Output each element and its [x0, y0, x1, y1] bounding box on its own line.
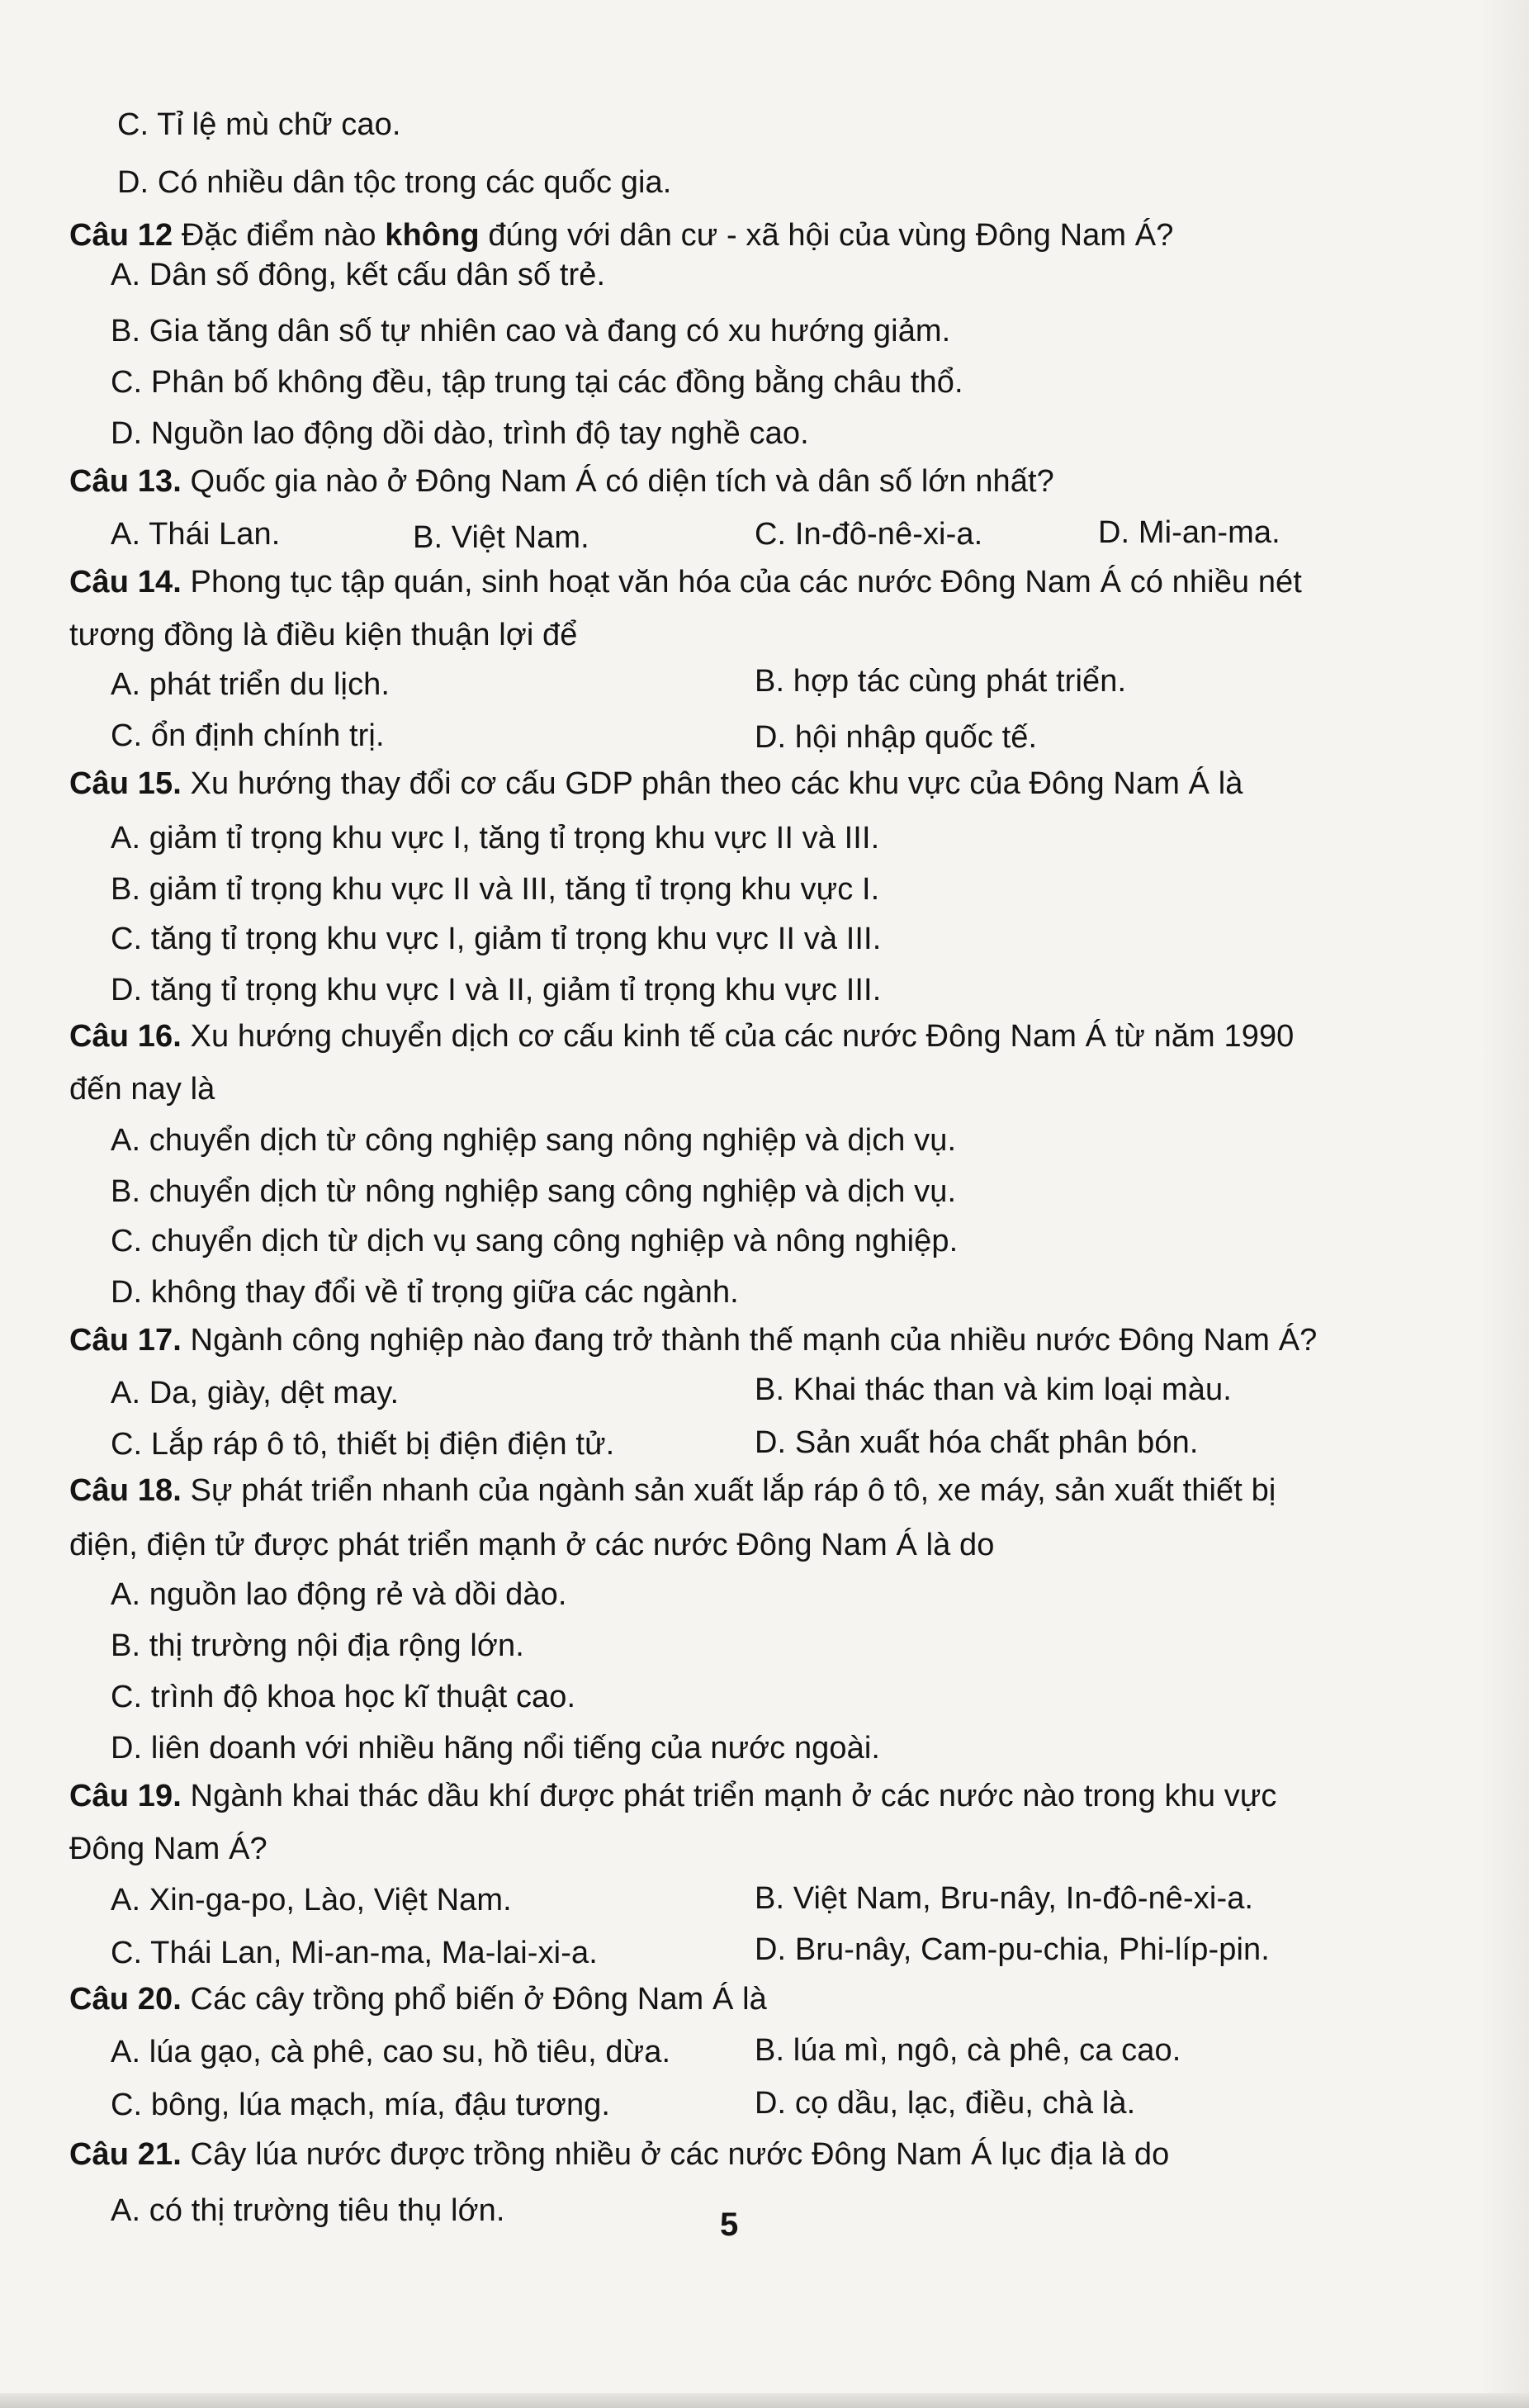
q15-label: Câu 15.	[69, 766, 182, 801]
q16-option-b: B. chuyển dịch từ nông nghiệp sang công nghiệp và dịch vụ.	[111, 1174, 957, 1209]
q18-stem-line1	[69, 1472, 1276, 1510]
q20-label: Câu 20.	[69, 1982, 182, 2017]
q19-stem-line1	[69, 1777, 1277, 1815]
q21-stem	[69, 2135, 1169, 2173]
q16-option-d: D. không thay đổi về tỉ trọng giữa các ngành.	[111, 1275, 739, 1310]
q16-stem-line1	[69, 1017, 1294, 1055]
q16-option-c: C. chuyển dịch từ dịch vụ sang công nghiệp và nông nghiệp.	[111, 1224, 959, 1259]
q21-option-a: A. có thị trường tiêu thụ lớn.	[111, 2193, 505, 2228]
q18-option-a: A. nguồn lao động rẻ và dồi dào.	[111, 1577, 567, 1612]
q14-stem-line1	[69, 563, 1302, 601]
q12-option-d: D. Nguồn lao động dồi dào, trình độ tay nghề cao.	[111, 416, 809, 451]
q15-option-c: C. tăng tỉ trọng khu vực I, giảm tỉ trọng khu vực II và III.	[111, 922, 882, 956]
q13-text: Quốc gia nào ở Đông Nam Á có diện tích và dân số lớn nhất?	[190, 464, 1054, 499]
q19-label: Câu 19.	[69, 1779, 182, 1813]
q16-text-1: Xu hướng chuyển dịch cơ cấu kinh tế của các nước Đông Nam Á từ năm 1990	[190, 1019, 1295, 1054]
q13-option-d: D. Mi-an-ma.	[1098, 515, 1280, 550]
q17-option-a: A. Da, giày, dệt may.	[111, 1376, 400, 1410]
q18-label: Câu 18.	[69, 1473, 182, 1508]
q17-stem	[69, 1321, 1317, 1359]
q14-option-d: D. hội nhập quốc tế.	[755, 720, 1038, 755]
q14-option-c: C. ổn định chính trị.	[111, 718, 385, 753]
q21-text: Cây lúa nước được trồng nhiều ở các nước Đông Nam Á lục địa là do	[190, 2137, 1170, 2172]
q16-stem-line2: đến nay là	[69, 1072, 215, 1107]
q14-option-a: A. phát triển du lịch.	[111, 667, 391, 702]
q17-option-c: C. Lắp ráp ô tô, thiết bị điện điện tử.	[111, 1427, 615, 1462]
q19-stem-line2: Đông Nam Á?	[69, 1832, 267, 1866]
q18-option-b: B. thị trường nội địa rộng lớn.	[111, 1628, 524, 1663]
q18-option-d: D. liên doanh với nhiều hãng nổi tiếng của nước ngoài.	[111, 1731, 881, 1766]
q19-text-1: Ngành khai thác dầu khí được phát triển mạnh ở các nước nào trong khu vực	[190, 1779, 1277, 1813]
q19-option-d: D. Bru-nây, Cam-pu-chia, Phi-líp-pin.	[755, 1932, 1270, 1967]
q20-option-d: D. cọ dầu, lạc, điều, chà là.	[755, 2086, 1136, 2121]
q13-label: Câu 13.	[69, 464, 182, 499]
q20-option-a: A. lúa gạo, cà phê, cao su, hồ tiêu, dừa.	[111, 2035, 671, 2069]
q12-stem	[69, 216, 1173, 254]
q13-option-b: B. Việt Nam.	[413, 520, 589, 555]
page-edge-shading	[1479, 0, 1529, 2408]
q15-option-a: A. giảm tỉ trọng khu vực I, tăng tỉ trọng khu vực II và III.	[111, 821, 880, 856]
q20-stem	[69, 1980, 767, 2018]
q17-option-d: D. Sản xuất hóa chất phân bón.	[755, 1425, 1199, 1460]
q19-option-a: A. Xin-ga-po, Lào, Việt Nam.	[111, 1883, 512, 1917]
q17-text: Ngành công nghiệp nào đang trở thành thế mạnh của nhiều nước Đông Nam Á?	[190, 1323, 1318, 1358]
q11-option-d: D. Có nhiều dân tộc trong các quốc gia.	[117, 165, 672, 200]
q18-text-1: Sự phát triển nhanh của ngành sản xuất lắp ráp ô tô, xe máy, sản xuất thiết bị	[190, 1473, 1276, 1508]
q21-label: Câu 21.	[69, 2137, 182, 2172]
q12-option-b: B. Gia tăng dân số tự nhiên cao và đang có xu hướng giảm.	[111, 314, 951, 348]
q15-option-b: B. giảm tỉ trọng khu vực II và III, tăng tỉ trọng khu vực I.	[111, 872, 880, 907]
q17-label: Câu 17.	[69, 1323, 182, 1358]
q16-label: Câu 16.	[69, 1019, 182, 1054]
q14-label: Câu 14.	[69, 565, 182, 600]
q14-option-b: B. hợp tác cùng phát triển.	[755, 664, 1127, 699]
q19-option-b: B. Việt Nam, Bru-nây, In-đô-nê-xi-a.	[755, 1881, 1254, 1916]
q16-option-a: A. chuyển dịch từ công nghiệp sang nông nghiệp và dịch vụ.	[111, 1123, 957, 1158]
q15-stem	[69, 765, 1243, 803]
q14-text-1: Phong tục tập quán, sinh hoạt văn hóa của các nước Đông Nam Á có nhiều nét	[190, 565, 1302, 600]
q14-stem-line2: tương đồng là điều kiện thuận lợi để	[69, 618, 578, 652]
q12-text-post: đúng với dân cư - xã hội của vùng Đông Nam Á?	[488, 218, 1174, 253]
q12-keyword: không	[385, 218, 480, 253]
q11-option-c: C. Tỉ lệ mù chữ cao.	[117, 107, 401, 142]
q19-option-c: C. Thái Lan, Mi-an-ma, Ma-lai-xi-a.	[111, 1936, 598, 1970]
q13-option-a: A. Thái Lan.	[111, 517, 281, 552]
q17-option-b: B. Khai thác than và kim loại màu.	[755, 1372, 1232, 1407]
q12-option-a: A. Dân số đông, kết cấu dân số trẻ.	[111, 258, 606, 292]
q13-option-c: C. In-đô-nê-xi-a.	[755, 517, 983, 552]
q13-stem	[69, 462, 1054, 500]
q15-text: Xu hướng thay đổi cơ cấu GDP phân theo các khu vực của Đông Nam Á là	[190, 766, 1243, 801]
q20-option-b: B. lúa mì, ngô, cà phê, ca cao.	[755, 2033, 1181, 2068]
q12-text-pre: Đặc điểm nào	[181, 218, 376, 253]
q20-option-c: C. bông, lúa mạch, mía, đậu tương.	[111, 2088, 611, 2122]
q18-stem-line2: điện, điện tử được phát triển mạnh ở các nước Đông Nam Á là do	[69, 1528, 995, 1562]
q20-text: Các cây trồng phổ biến ở Đông Nam Á là	[190, 1982, 767, 2017]
q15-option-d: D. tăng tỉ trọng khu vực I và II, giảm tỉ trọng khu vực III.	[111, 973, 882, 1007]
page-number: 5	[720, 2207, 739, 2243]
q12-option-c: C. Phân bố không đều, tập trung tại các đồng bằng châu thổ.	[111, 365, 963, 400]
q18-option-c: C. trình độ khoa học kĩ thuật cao.	[111, 1680, 576, 1714]
page-bottom-edge	[0, 2393, 1529, 2408]
q12-label: Câu 12	[69, 218, 173, 253]
